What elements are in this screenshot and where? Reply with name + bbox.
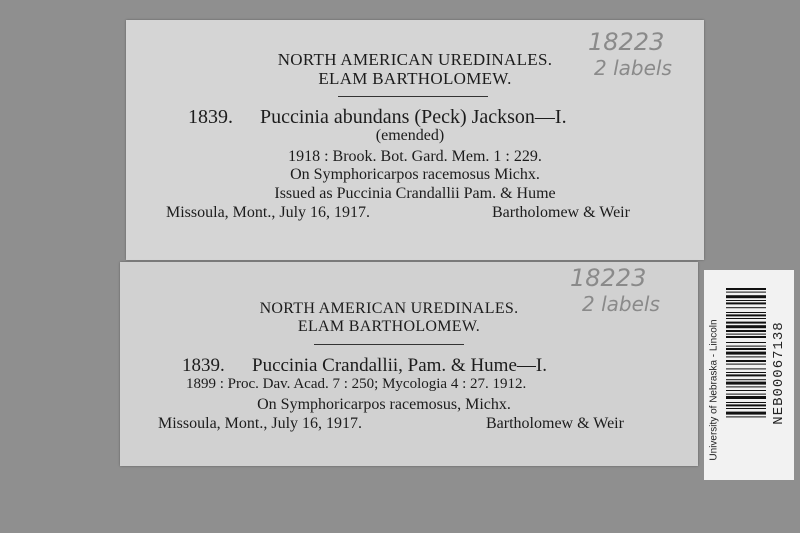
institution-text: University of Nebraska - Lincoln bbox=[708, 319, 720, 461]
barcode-bar bbox=[726, 288, 766, 290]
barcode-bar bbox=[726, 416, 766, 417]
barcode-bar bbox=[726, 364, 766, 365]
barcode-bar bbox=[726, 396, 766, 399]
barcode-bar bbox=[726, 336, 766, 338]
barcode-bar bbox=[726, 404, 766, 406]
locality-date: Missoula, Mont., July 16, 1917. bbox=[166, 204, 371, 221]
barcode-bar bbox=[726, 379, 766, 380]
citation: 1918 : Brook. Bot. Gard. Mem. 1 : 229. bbox=[288, 148, 542, 165]
barcode-bar bbox=[726, 292, 766, 293]
barcode-bar bbox=[726, 334, 766, 335]
barcode-bar bbox=[726, 348, 766, 350]
institution-name bbox=[703, 300, 725, 480]
label-header-line2: ELAM BARTHOLOMEW. bbox=[297, 318, 481, 335]
handwritten-note: 2 labels bbox=[594, 56, 672, 80]
barcode-bar bbox=[726, 330, 766, 332]
barcode-bar bbox=[726, 408, 766, 409]
specimen-title: Puccinia abundans (Peck) Jackson—I. bbox=[260, 106, 567, 128]
barcode-bar bbox=[726, 346, 766, 347]
barcode-bar bbox=[726, 312, 766, 313]
barcode-bar bbox=[726, 322, 766, 324]
host-plant: On Symphoricarpos racemosus Michx. bbox=[290, 166, 540, 183]
collectors: Bartholomew & Weir bbox=[492, 204, 630, 221]
barcode-bar bbox=[726, 307, 766, 308]
barcode-bar bbox=[726, 374, 766, 376]
issued-note: Issued as Puccinia Crandallii Pam. & Hume bbox=[274, 185, 556, 202]
label-header-line2: ELAM BARTHOLOMEW. bbox=[318, 69, 512, 88]
handwritten-accession-number: 18223 bbox=[570, 264, 647, 292]
citation: 1899 : Proc. Dav. Acad. 7 : 250; Mycologia 4 : 27. 1912. bbox=[186, 376, 527, 392]
barcode-bar bbox=[726, 314, 766, 316]
barcode-bar bbox=[726, 318, 766, 319]
barcode-number bbox=[768, 288, 790, 458]
specimen-label-bottom bbox=[120, 262, 698, 466]
specimen-subtitle: (emended) bbox=[375, 127, 445, 144]
barcode-bar bbox=[726, 342, 766, 343]
barcode-bar bbox=[726, 360, 766, 362]
specimen-title: Puccinia Crandallii, Pam. & Hume—I. bbox=[252, 355, 547, 376]
label-divider bbox=[314, 344, 464, 345]
host-plant: On Symphoricarpos racemosus, Michx. bbox=[257, 396, 511, 413]
barcode-bar bbox=[726, 394, 766, 395]
locality-date: Missoula, Mont., July 16, 1917. bbox=[158, 415, 363, 432]
specimen-label-top bbox=[126, 20, 704, 260]
label-header-line1: NORTH AMERICAN UREDINALES. bbox=[259, 300, 519, 317]
barcode-bar bbox=[726, 372, 766, 373]
barcode-bar bbox=[726, 300, 766, 301]
label-divider bbox=[338, 96, 488, 97]
barcode-bar bbox=[726, 302, 766, 304]
specimen-number: 1839. bbox=[188, 106, 233, 128]
barcode-bar bbox=[726, 402, 766, 403]
barcode-bar bbox=[726, 390, 766, 391]
barcode-image bbox=[726, 288, 766, 458]
barcode-bar bbox=[726, 325, 766, 328]
barcode-number-text: NEB00067138 bbox=[771, 321, 787, 425]
barcode-bar bbox=[726, 412, 766, 415]
barcode-bar bbox=[726, 356, 766, 357]
barcode-bar bbox=[726, 295, 766, 298]
collectors: Bartholomew & Weir bbox=[486, 415, 624, 432]
handwritten-note: 2 labels bbox=[582, 292, 660, 316]
handwritten-accession-number: 18223 bbox=[588, 28, 665, 56]
specimen-number: 1839. bbox=[182, 355, 225, 376]
barcode-bar bbox=[726, 352, 766, 355]
barcode-bar bbox=[726, 368, 766, 369]
label-header-line1: NORTH AMERICAN UREDINALES. bbox=[277, 50, 553, 69]
barcode-bar bbox=[726, 382, 766, 385]
barcode-bar bbox=[726, 386, 766, 387]
